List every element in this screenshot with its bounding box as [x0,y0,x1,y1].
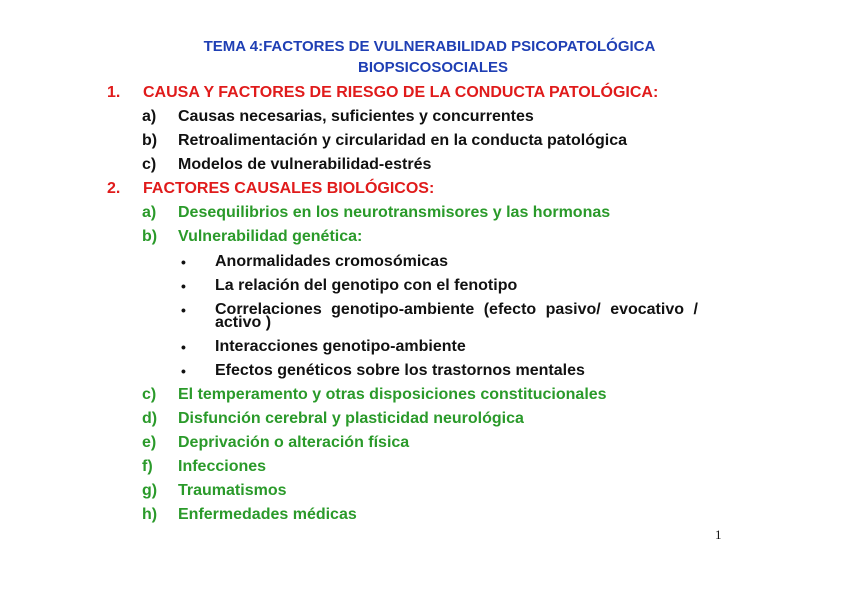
bullet-text: Interacciones genotipo-ambiente [215,338,466,355]
list-item-text: El temperamento y otras disposiciones constitucionales [178,386,607,403]
list-item-text: Enfermedades médicas [178,506,357,523]
list-item-marker: e) [142,434,157,451]
bullet-icon: • [181,302,186,318]
list-item-text: Deprivación o alteración física [178,434,410,451]
bullet-text: Correlaciones genotipo-ambiente (efecto pasivo/ evocativo / [215,301,698,318]
list-item [0,384,848,406]
list-item-text: Retroalimentación y circularidad en la conducta patológica [178,132,627,149]
list-item-text: Modelos de vulnerabilidad-estrés [178,156,432,173]
bullet-item [0,360,848,382]
list-item-marker: h) [142,506,158,523]
list-item [0,130,848,152]
bullet-item [0,336,848,358]
list-item-marker: a) [142,108,157,125]
list-item [0,456,848,478]
bullet-text: Anormalidades cromosómicas [215,253,448,270]
section-2-heading-row [0,178,848,200]
list-item-marker: b) [142,132,158,149]
bullet-icon: • [181,363,186,379]
bullet-icon: • [181,254,186,270]
list-item-marker: c) [142,156,157,173]
list-item [0,432,848,454]
list-item [0,202,848,224]
list-item-text: Causas necesarias, suficientes y concurrentes [178,108,534,125]
bullet-item [0,275,848,297]
list-item [0,504,848,526]
list-item-marker: f) [142,458,153,475]
section-1-heading: CAUSA Y FACTORES DE RIESGO DE LA CONDUCTA PATOLÓGICA: [143,84,659,101]
list-item-marker: b) [142,228,158,245]
section-1-heading-row [0,82,848,104]
bullet-icon: • [181,339,186,355]
bullet-text: Efectos genéticos sobre los trastornos mentales [215,362,585,379]
list-item-marker: g) [142,482,158,499]
section-1-number: 1. [107,84,121,101]
list-item [0,408,848,430]
list-item-marker: c) [142,386,157,403]
list-item-marker: d) [142,410,158,427]
list-item-text: Infecciones [178,458,267,475]
section-2-heading: FACTORES CAUSALES BIOLÓGICOS: [143,180,435,197]
list-item [0,226,848,248]
bullet-continuation [0,312,848,334]
page-title-line-1: TEMA 4:FACTORES DE VULNERABILIDAD PSICOPATOLÓGICA [203,38,656,55]
bullet-icon: • [181,278,186,294]
bullet-item [0,251,848,273]
list-item [0,154,848,176]
list-item [0,106,848,128]
list-item-text: Traumatismos [178,482,287,499]
list-item-marker: a) [142,204,157,221]
list-item-text: Disfunción cerebral y plasticidad neurológica [178,410,524,427]
page-title-line-2: BIOPSICOSOCIALES [357,59,509,76]
page-number: 1 [715,527,722,542]
bullet-text: La relación del genotipo con el fenotipo [215,277,518,294]
list-item-text: Desequilibrios en los neurotransmisores y las hormonas [178,204,611,221]
bullet-continuation-text: activo ) [215,314,272,331]
list-item-text: Vulnerabilidad genética: [178,228,363,245]
list-item [0,480,848,502]
section-2-number: 2. [107,180,121,197]
